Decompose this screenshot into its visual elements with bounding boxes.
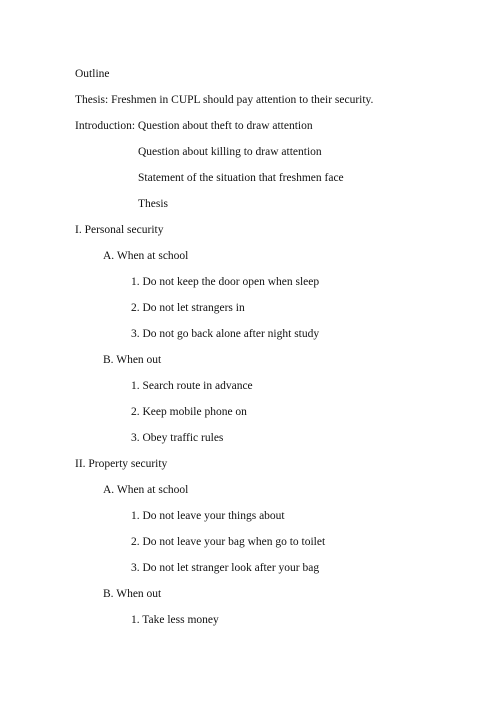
list-item: 2. Do not leave your bag when go to toilet xyxy=(131,536,326,548)
thesis-statement: Thesis: Freshmen in CUPL should pay attention to their security. xyxy=(75,94,374,106)
list-item: 3. Do not let stranger look after your bag xyxy=(131,562,320,574)
subsection-title: B. When out xyxy=(103,588,162,600)
subsection-title: A. When at school xyxy=(103,250,189,262)
subsection-title: A. When at school xyxy=(103,484,189,496)
introduction-item: Thesis xyxy=(138,198,169,210)
section-title: II. Property security xyxy=(75,458,168,470)
list-item: 2. Keep mobile phone on xyxy=(131,406,247,418)
introduction-line: Introduction: Question about theft to draw attention xyxy=(75,120,313,132)
introduction-item: Question about killing to draw attention xyxy=(138,146,322,158)
list-item: 3. Obey traffic rules xyxy=(131,432,224,444)
list-item: 1. Do not leave your things about xyxy=(131,510,285,522)
list-item: 1. Search route in advance xyxy=(131,380,253,392)
section-title: I. Personal security xyxy=(75,224,164,236)
list-item: 1. Do not keep the door open when sleep xyxy=(131,276,320,288)
outline-heading: Outline xyxy=(75,68,110,80)
list-item: 3. Do not go back alone after night study xyxy=(131,328,320,340)
subsection-title: B. When out xyxy=(103,354,162,366)
list-item: 2. Do not let strangers in xyxy=(131,302,245,314)
list-item: 1. Take less money xyxy=(131,614,219,626)
introduction-item: Statement of the situation that freshmen face xyxy=(138,172,344,184)
